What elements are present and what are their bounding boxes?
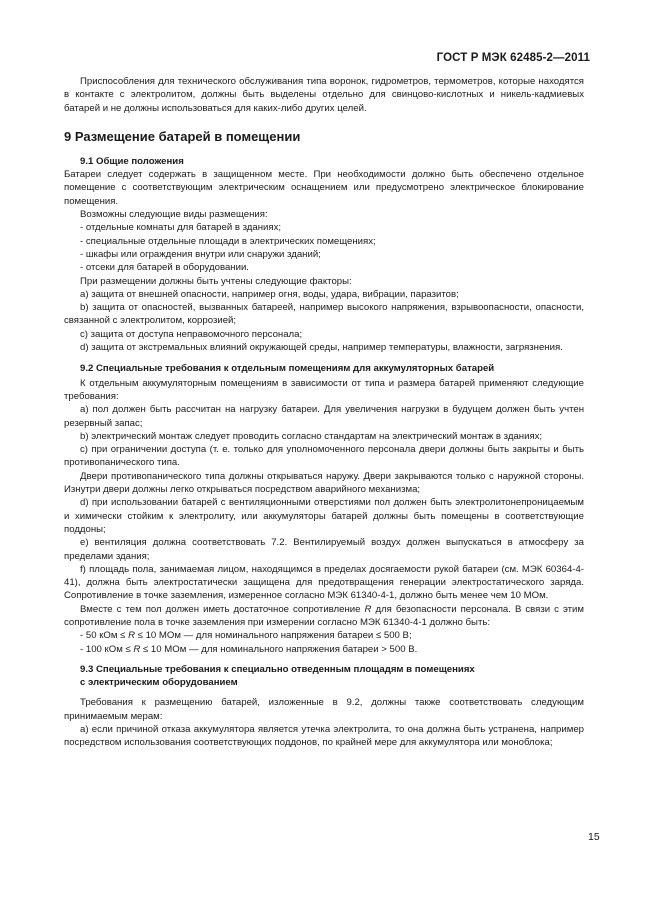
s91-paragraph-3: При размещении должны быть учтены следующие факторы: — [80, 275, 352, 287]
s93-requirement-a: a) если причиной отказа аккумулятора является утечка электролита, то она должна быть устранена, например посредством использования соответствующих поддонов, по крайней мере для аккумулятора или моноблока; — [64, 724, 584, 749]
section-9-title: 9 Размещение батарей в помещении — [64, 128, 301, 144]
document-header: ГОСТ Р МЭК 62485-2—2011 — [436, 52, 590, 64]
requirement-d: d) при использовании батарей с вентиляционными отверстиями пол должен быть электролитонепроницаемым и химически стойким к электролиту, или аккумуляторы батарей должны быть помещены в соответствующие поддоны; — [64, 497, 584, 535]
requirement-a: a) пол должен быть рассчитан на нагрузку батареи. Для увеличения нагрузки в будущем должен быть учтен резервный запас; — [64, 404, 584, 429]
resistance-symbol: R — [364, 603, 372, 615]
s91-paragraph-1: Батареи следует содержать в защищенном месте. При необходимости должно быть обеспечено отдельное помещение с соответствующим электрическим оснащением или предусмотрено электрическое блокирование помещения. — [64, 169, 584, 207]
requirement-c: c) при ограничении доступа (т. е. только для уполномоченного персонала двери должны быть закрыты и быть противопанического типа. — [64, 444, 584, 469]
factor-b: b) защита от опасностей, вызванных батареей, например высокого напряжения, взрывоопасности, опасности, связанной с электролитом, коррозией; — [64, 302, 584, 327]
section-9-2-title: 9.2 Специальные требования к отдельным помещениям для аккумуляторных батарей — [80, 363, 495, 375]
section-9-3-title: 9.3 Специальные требования к специально отведенным площадям в помещениях с электрическим оборудованием — [80, 663, 475, 689]
s92-paragraph-1: К отдельным аккумуляторным помещениям в зависимости от типа и размера батарей применяют следующие требования: — [64, 377, 584, 402]
factor-a: a) защита от внешней опасности, например огня, воды, удара, вибрации, паразитов; — [80, 288, 459, 300]
list-item: - специальные отдельные площади в электрических помещениях; — [80, 235, 376, 247]
requirement-e: e) вентиляция должна соответствовать 7.2. Вентилируемый воздух должен выпускаться в атмосферу за пределами здания; — [64, 537, 584, 562]
resistance-paragraph: Вместе с тем пол должен иметь достаточное сопротивление R для безопасности персонала. В связи с этим сопротивление пола в точке заземления при измерении согласно МЭК 61340-4-1 должно быть: — [64, 603, 584, 628]
doors-paragraph: Двери противопанического типа должны открываться наружу. Двери закрываются только с наружной стороны. Изнутри двери должны легко открываться посредством аварийного механизма; — [64, 470, 584, 496]
factor-c: c) защита от доступа неправомочного персонала; — [80, 328, 303, 340]
list-item: - шкафы или ограждения внутри или снаружи зданий; — [80, 248, 321, 260]
page-content — [64, 75, 584, 750]
resistance-range-2: - 100 кОм ≤ R ≤ 10 МОм — для номинального напряжения батареи > 500 В. — [80, 643, 418, 655]
intro-paragraph: Приспособления для технического обслуживания типа воронок, гидрометров, термометров, которые находятся в контакте с электролитом, должны быть выделены отдельно для свинцово-кислотных и никель-кадмиевых батарей и не должны использоваться для каких-либо других целей. — [64, 76, 584, 114]
page-number: 15 — [588, 831, 600, 843]
list-item: - отдельные комнаты для батарей в зданиях; — [80, 222, 282, 234]
factor-d: d) защита от экстремальных влияний окружающей среды, например температуры, влажности, загрязнения. — [80, 342, 563, 354]
s93-paragraph-1: Требования к размещению батарей, изложенные в 9.2, должны также соответствовать следующим принимаемым мерам: — [64, 697, 584, 722]
requirement-f: f) площадь пола, занимаемая лицом, находящимся в пределах досягаемости рукой батареи (см. МЭК 60364-4-41), должна быть электростатически защищена для предотвращения генерации электростатического заряда. Сопротивление в точке заземления, измеренное согласно МЭК 61340-4-1, должно быть менее чем 10 МОм. — [64, 563, 584, 602]
section-9-1-title: 9.1 Общие положения — [80, 155, 184, 167]
list-item: - отсеки для батарей в оборудовании. — [80, 262, 249, 274]
resistance-range-1: - 50 кОм ≤ R ≤ 10 МОм — для номинального напряжения батареи ≤ 500 В; — [80, 630, 412, 642]
requirement-b: b) электрический монтаж следует проводить согласно стандартам на электрический монтаж в зданиях; — [80, 430, 543, 442]
s91-paragraph-2: Возможны следующие виды размещения: — [80, 209, 268, 221]
